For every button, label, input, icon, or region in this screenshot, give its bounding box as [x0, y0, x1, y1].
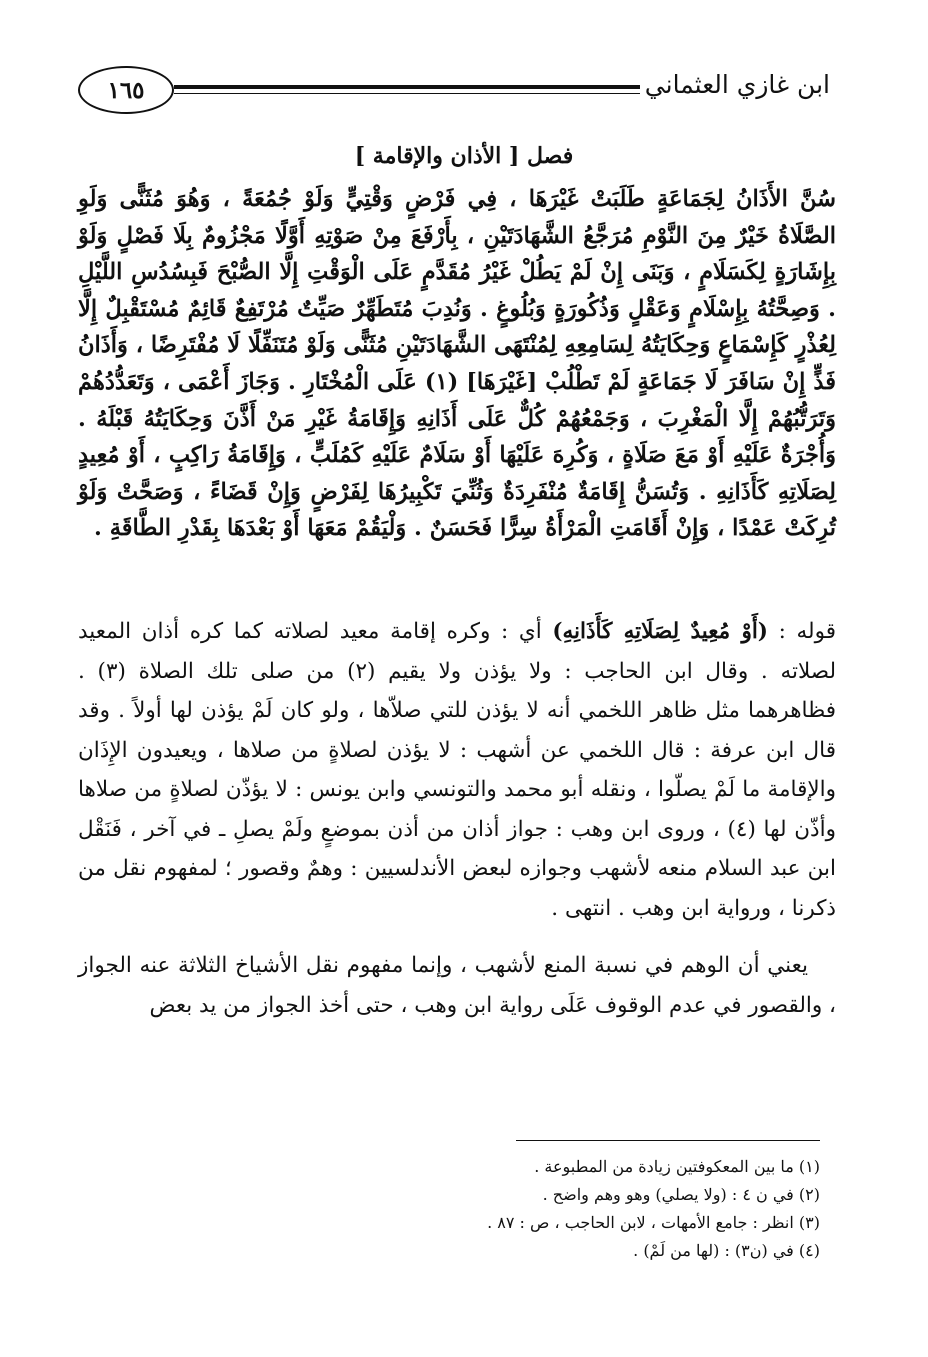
page-header	[78, 58, 830, 128]
commentary-intro: قوله :	[778, 619, 836, 644]
commentary-text-1: أي : وكره إقامة معيد لصلاته كما كره أذان المعيد لصلاته . وقال ابن الحاجب : ولا يؤذن ولا يقيم (٢) من صلى تلك الصلاة (٣) . فظاهرهما مثل ظاهر اللخمي أنه لا يؤذن للتي صلاّها ، ولو كان لَمْ يؤذن لها أولاً . وقد قال ابن عرفة : قال اللخمي عن أشهب : لا يؤذن لصلاةٍ من صلاها ، ويعيدون الإِذَان والإقامة ما لَمْ يصلّوا ، ونقله أبو محمد والتونسي وابن يونس : لا يؤذّن لصلاةٍ من صلاها وأذّن لها (٤) ، وروى ابن وهب : جواز أذان من أذن بموضعٍ ولَمْ يصلِ ـ في آخر ، فَنَقْل ابن عبد السلام منعه لأشهب وجوازه لبعض الأندلسيين : وهمٌ وقصور ؛ لمفهوم نقل من ذكرنا ، ورواية ابن وهب . انتهى .	[78, 619, 836, 921]
matn-paragraph: سُنَّ الأَذَانُ لِجَمَاعَةٍ طَلَبَتْ غَيْرَهَا ، فِي فَرْضٍ وَقْتِيٍّ وَلَوْ جُمُعَةً ، وَهُوَ مُثَنًّى وَلَوِ الصَّلَاةُ خَيْرٌ مِنَ النَّوْمِ مُرَجَّعُ الشَّهَادَتَيْنِ ، بِأَرْفَعَ مِنْ صَوْتِهِ أَوَّلًا مَجْزُومٌ بِلَا فَصْلٍ وَلَوْ بِإِشَارَةٍ لِكَسَلَامٍ ، وَبَنَى إِنْ لَمْ يَطُلْ غَيْرُ مُقَدَّمٍ عَلَى الْوَقْتِ إِلَّا الصُّبْحَ فَبِسُدُسِ اللَّيْلِ . وَصِحَّتُهُ بِإِسْلَامٍ وَعَقْلٍ وَذُكُورَةٍ وَبُلُوغٍ . وَنُدِبَ مُتَطَهِّرٌ صَيِّتٌ مُرْتَفِعٌ قَائِمٌ مُسْتَقْبِلٌ إِلَّا لِعُذْرٍ كَإِسْمَاعٍ وَحِكَايَتُهُ لِسَامِعِهِ لِمُنْتَهَى الشَّهَادَتَيْنِ مُثَنًّى وَلَوْ مُتَنَفِّلًا لَا مُفْتَرِضًا ، وَأَذَانُ فَذٍّ إِنْ سَافَرَ لَا جَمَاعَةٍ لَمْ تَطْلُبْ [غَيْرَهَا] (١) عَلَى الْمُخْتَارِ . وَجَازَ أَعْمَى ، وَتَعَدُّدُهُمْ وَتَرَتُّبُهُمْ إِلَّا الْمَغْرِبَ ، وَجَمْعُهُمْ كُلٌّ عَلَى أَذَانِهِ وَإِقَامَةُ غَيْرِ مَنْ أَذَّنَ وَحِكَايَتُهُ قَبْلَهُ . وَأُجْرَةٌ عَلَيْهِ أَوْ مَعَ صَلَاةٍ ، وَكُرِهَ عَلَيْهَا أَوْ سَلَامٌ عَلَيْهِ كَمُلَبٍّ ، وَإِقَامَةُ رَاكِبٍ ، أَوْ مُعِيدٍ لِصَلَاتِهِ كَأَذَانِهِ . وَتُسَنُّ إِقَامَةٌ مُنْفَرِدَةٌ وَثُنِّيَ تَكْبِيرُهَا لِفَرْضٍ وَإِنْ قَضَاءً ، وَصَحَّتْ وَلَوْ تُرِكَتْ عَمْدًا ، وَإِنْ أَقَامَتِ الْمَرْأَةُ سِرًّا فَحَسَنٌ . وَلْيَقُمْ مَعَهَا أَوْ بَعْدَهَا بِقَدْرِ الطَّاقَةِ .	[78, 186, 837, 542]
commentary-block	[78, 612, 836, 1025]
section-heading: فصل [ الأذان والإقامة ]	[354, 143, 574, 169]
commentary-paragraph-1	[78, 612, 836, 928]
quoted-matn: (أَوْ مُعِيدٌ لِصَلَاتِهِ كَأَذَانِهِ)	[552, 619, 768, 644]
matn-text-block	[78, 181, 836, 547]
commentary-paragraph-2: يعني أن الوهم في نسبة المنع لأشهب ، وإنما مفهوم نقل الأشياخ الثلاثة عنه الجواز ، والقصور في عدم الوقوف عَلَى رواية ابن وهب ، حتى أخذ الجواز من يد بعض	[78, 953, 836, 1018]
footnote-4: (٤) في (ن٣) : (لها من لَمْ) .	[633, 1241, 820, 1260]
footnotes	[300, 1153, 820, 1265]
page-number	[78, 66, 174, 114]
footnote-separator	[516, 1140, 820, 1141]
running-title: ابن غازي العثماني	[644, 70, 830, 99]
footnote-1: (١) ما بين المعكوفتين زيادة من المطبوعة .	[534, 1157, 820, 1176]
footnote-2: (٢) في ن ٤ : (ولا يصلي) وهو وهم واضح .	[542, 1185, 820, 1204]
footnote-3: (٣) انظر : جامع الأمهات ، لابن الحاجب ، ص : ٨٧ .	[487, 1213, 820, 1232]
page-number-text: ١٦٥	[107, 76, 145, 104]
header-rule	[174, 85, 640, 94]
